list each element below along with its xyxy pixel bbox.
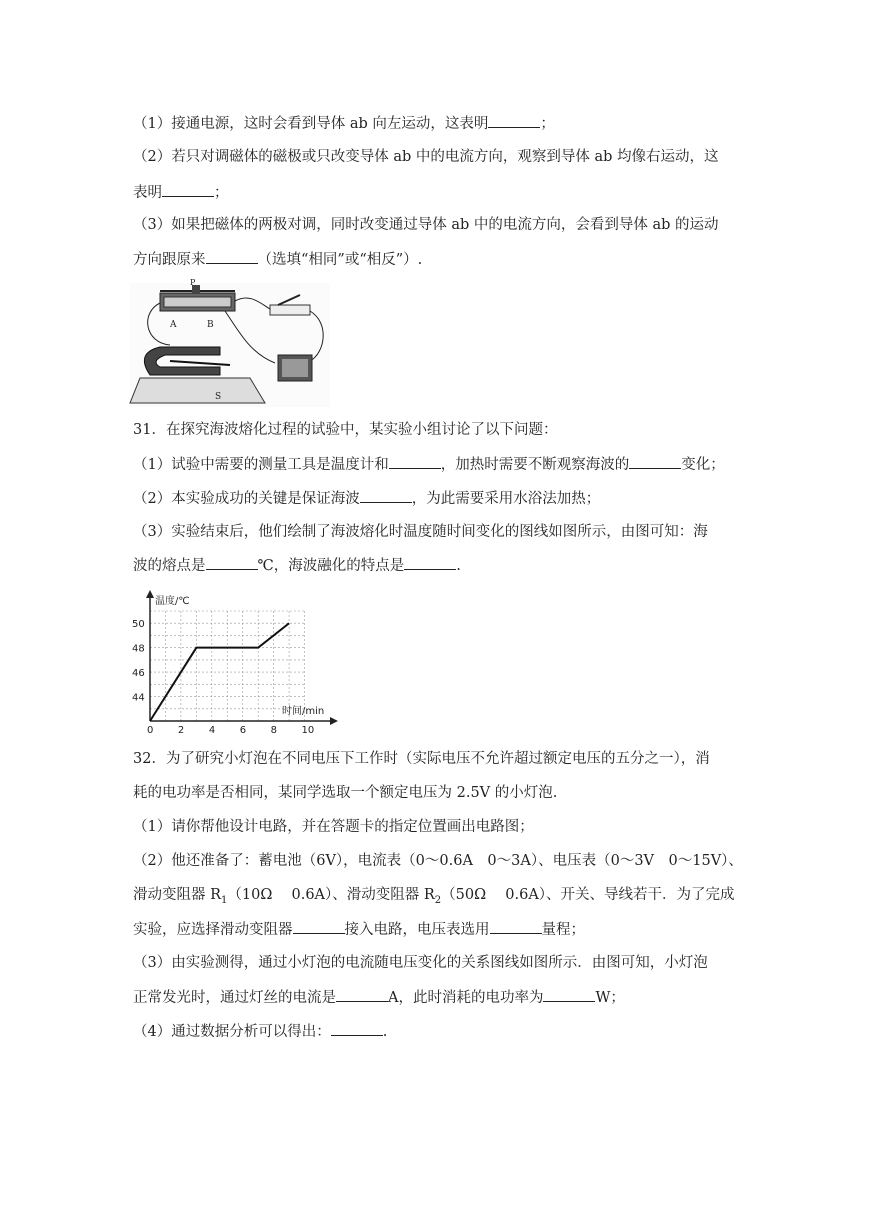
x-axis-label: 时间/min — [282, 706, 325, 717]
x-tick-label: 6 — [239, 725, 247, 736]
x-tick-label: 2 — [177, 725, 185, 736]
answer-blank[interactable] — [206, 249, 258, 264]
q32-part1: （1）请你帮他设计电路，并在答题卡的指定位置画出电路图； — [133, 819, 534, 835]
q31-part1: （1）试验中需要的测量工具是温度计和 ，加热时需要不断观察海波的 变化； — [133, 454, 725, 475]
answer-blank[interactable] — [336, 987, 388, 1002]
x-tick-label: 4 — [208, 725, 216, 736]
label-b: B — [207, 320, 214, 330]
q32-part2-line3: 实验，应选择滑动变阻器 接入电路，电压表选用 量程； — [133, 919, 585, 940]
q32-stem-line2: 耗的电功率是否相同，某同学选取一个额定电压为 2.5V 的小灯泡. — [133, 785, 558, 801]
x-tick-label: 10 — [301, 725, 315, 736]
q32-stem-line1: 32．为了研究小灯泡在不同电压下工作时（实际电压不允许超过额定电压的五分之一），消 — [133, 751, 710, 767]
x-axis-arrow — [330, 717, 338, 725]
y-axis-arrow — [146, 590, 154, 598]
answer-blank[interactable] — [543, 987, 595, 1002]
electromagnet-apparatus-figure — [130, 278, 330, 407]
answer-blank[interactable] — [389, 454, 441, 469]
y-tick-label: 50 — [132, 619, 145, 631]
q30-part2-line1: （2）若只对调磁体的磁极或只改变导体 ab 中的电流方向，观察到导体 ab 均像右运动，这 — [133, 149, 719, 165]
q31-part3-line2: 波的熔点是 ℃，海波融化的特点是 . — [133, 555, 461, 576]
x-tick-label: 8 — [270, 725, 278, 736]
q32-part2-line1: （2）他还准备了：蓄电池（6V），电流表（0～0.6A 0～3A）、电压表（0～3V 0～15V）、 — [133, 853, 743, 869]
answer-blank[interactable] — [488, 113, 540, 128]
answer-blank[interactable] — [404, 555, 456, 570]
q32-part4: （4）通过数据分析可以得出： . — [133, 1021, 387, 1042]
answer-blank[interactable] — [360, 488, 412, 503]
melting-curve-chart — [130, 586, 340, 738]
answer-blank[interactable] — [331, 1021, 383, 1036]
q30-part3-line1: （3）如果把磁体的两极对调，同时改变通过导体 ab 中的电流方向，会看到导体 ab 的运动 — [133, 217, 719, 233]
q30-part1: （1）接通电源，这时会看到导体 ab 向左运动，这表明 ； — [133, 113, 555, 134]
q31-stem: 31．在探究海波熔化过程的试验中，某实验小组讨论了以下问题： — [133, 422, 558, 438]
y-tick-label: 46 — [132, 668, 145, 680]
answer-blank[interactable] — [490, 919, 542, 934]
y-tick-label: 48 — [132, 643, 145, 655]
q31-part3-line1: （3）实验结束后，他们绘制了海波熔化时温度随时间变化的图线如图所示，由图可知：海 — [133, 524, 708, 540]
q32-part2-line2: 滑动变阻器 $R_1(10\Omega$ 0.6A）、滑动变阻器 $R_2(50\Omega$ 0.6A）、开关、导线若干．为了完成 — [133, 887, 735, 906]
answer-blank[interactable] — [293, 919, 345, 934]
q30-part3-line2: 方向跟原来 （选填“相同”或“相反”）. — [133, 249, 422, 270]
x-tick-label: 0 — [147, 725, 154, 736]
answer-blank[interactable] — [206, 555, 258, 570]
q32-part3-line2: 正常发光时，通过灯丝的电流是 A，此时消耗的电功率为 W； — [133, 987, 625, 1008]
answer-blank[interactable] — [629, 454, 681, 469]
q32-part3-line1: （3）由实验测得，通过小灯泡的电流随电压变化的关系图线如图所示．由图可知，小灯泡 — [133, 955, 708, 971]
q31-part2: （2）本实验成功的关键是保证海波 ，为此需要采用水浴法加热； — [133, 488, 600, 509]
label-a: A — [170, 320, 177, 330]
label-p: P — [190, 278, 196, 287]
y-tick-label: 44 — [132, 692, 145, 704]
answer-blank[interactable] — [162, 182, 214, 197]
y-axis-label: 温度/℃ — [155, 596, 190, 607]
label-s: S — [215, 392, 222, 402]
q30-part2-line2: 表明 ； — [133, 182, 229, 203]
